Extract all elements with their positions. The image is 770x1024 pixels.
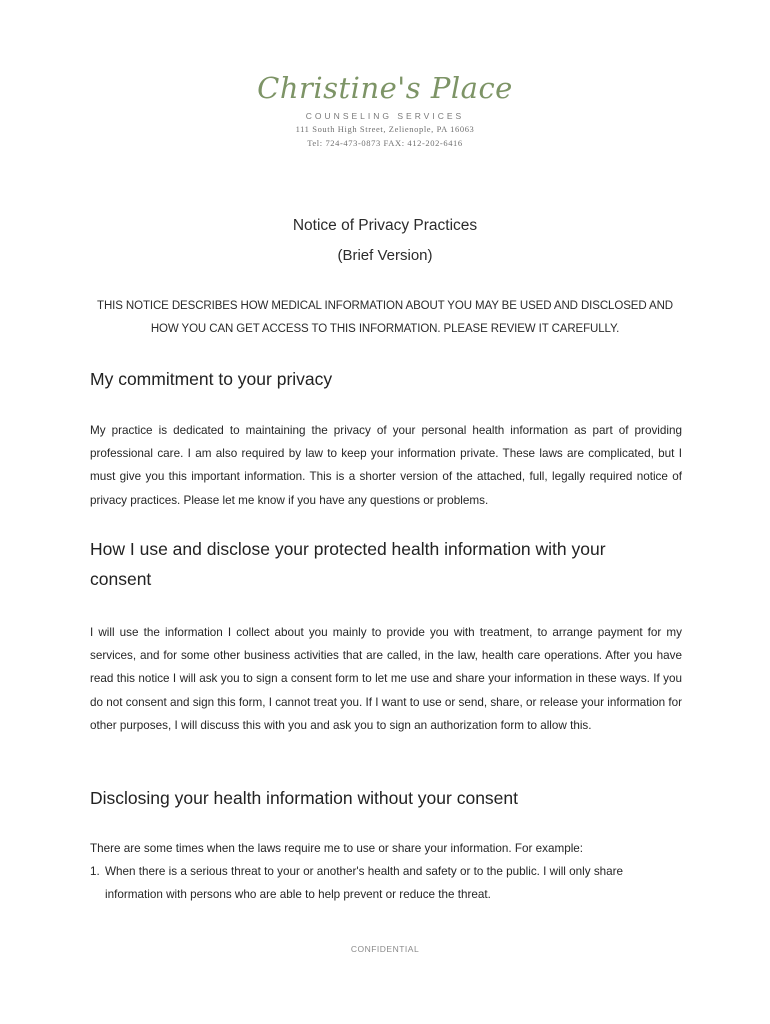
section-body-commitment: My practice is dedicated to maintaining the privacy of your personal health information as part of providing professional care. I am also required by law to keep your information private. These laws are complicated, but I must give you this important information. This is a shorter version of the attached, full, legally required notice of privacy practices. Please let me know if you have any questions or problems. — [90, 424, 682, 507]
notice-statement: THIS NOTICE DESCRIBES HOW MEDICAL INFORMATION ABOUT YOU MAY BE USED AND DISCLOSED AND HOW YOU CAN GET ACCESS TO THIS INFORMATION. PLEASE REVIEW IT CAREFULLY. — [97, 300, 673, 335]
practice-subtitle: COUNSELING SERVICES — [305, 111, 465, 121]
letterhead — [0, 66, 770, 150]
section-heading-without-consent: Disclosing your health information without your consent — [90, 788, 518, 808]
list-item-number: 1. — [90, 865, 100, 878]
list-item-text: When there is a serious threat to your or another's health and safety or to the public. I will only share information with persons who are able to help prevent or reduce the threat. — [105, 865, 624, 902]
practice-address: 111 South High Street, Zelienople, PA 16063 — [295, 124, 475, 134]
confidential-footer: CONFIDENTIAL — [350, 944, 420, 954]
section-heading-consent: How I use and disclose your protected health information with your consent — [90, 539, 606, 589]
section-heading-commitment: My commitment to your privacy — [90, 369, 333, 389]
section-body-consent: I will use the information I collect about you mainly to provide you with treatment, to arrange payment for my services, and for some other business activities that are called, in the law, health care operations. After you have read this notice I will ask you to sign a consent form to let me use and share your information in these ways. If you do not consent and sign this form, I cannot treat you. If I want to use or send, share, or release your information for other purposes, I will discuss this with you and ask you to sign an authorization form to allow this. — [90, 626, 682, 732]
list-item — [90, 860, 682, 906]
practice-phone: Tel: 724-473-0873 FAX: 412-202-6416 — [307, 138, 463, 148]
section-intro-without-consent: There are some times when the laws require me to use or share your information. For example: — [90, 842, 584, 855]
document-subtitle: (Brief Version) — [337, 247, 433, 264]
logo: Christine's Place — [257, 71, 513, 105]
document-title: Notice of Privacy Practices — [292, 217, 478, 234]
